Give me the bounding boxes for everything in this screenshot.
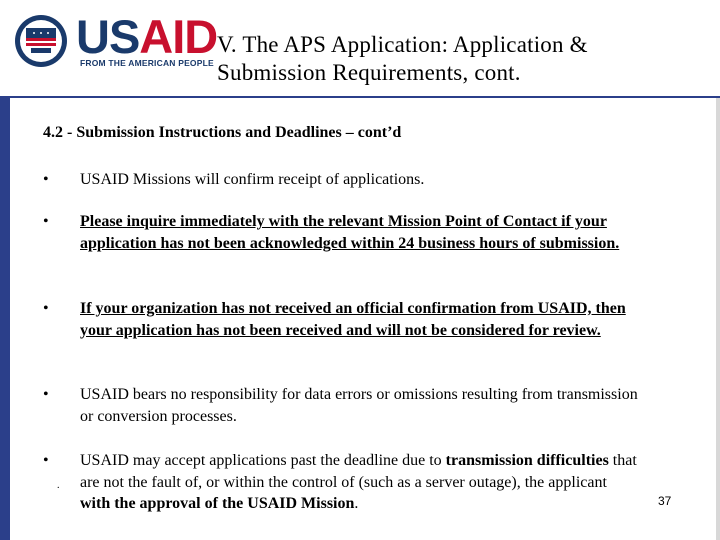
bullet-text-5 xyxy=(80,450,640,515)
slide-title xyxy=(217,31,707,87)
bullet-marker: • xyxy=(43,171,49,188)
logo-tagline: FROM THE AMERICAN PEOPLE xyxy=(80,58,214,68)
bullet-text-3: If your organization has not received an official confirmation from USAID, then your application has not been received and will not be considered for review. xyxy=(80,300,626,339)
slide-title-line-2: Submission Requirements, cont. xyxy=(217,60,521,85)
bullet-text-4: USAID bears no responsibility for data errors or omissions resulting from transmission or conversion processes. xyxy=(80,386,638,425)
bullet-marker: • xyxy=(43,213,49,230)
bullet-marker: • xyxy=(43,452,49,469)
stray-mark: . xyxy=(57,480,60,491)
bullet-marker: • xyxy=(43,300,49,317)
bullet-5-text-b: that are not the fault of, or within the control of (such as a server outage), the applicant xyxy=(80,452,637,491)
page-number: 37 xyxy=(658,494,672,508)
bullet-5-text-c: . xyxy=(354,495,359,512)
logo-aid: AID xyxy=(139,10,218,63)
top-frame-rule xyxy=(10,96,720,98)
bullet-text-1: USAID Missions will confirm receipt of applications. xyxy=(80,171,425,188)
bullet-5-text-a: USAID may accept applications past the deadline due to xyxy=(80,452,446,469)
right-frame-bar xyxy=(716,98,720,540)
bullet-5-emphasis-transmission: transmission difficulties xyxy=(445,452,609,469)
slide-title-line-1: V. The APS Application: Application & xyxy=(217,32,588,57)
usaid-seal-icon xyxy=(14,14,68,68)
left-frame-bar xyxy=(0,96,10,540)
logo-us: US xyxy=(76,10,140,63)
slide-header xyxy=(0,0,720,96)
bullet-text-2: Please inquire immediately with the relevant Mission Point of Contact if your application has not been acknowledged within 24 business hours of submission. xyxy=(80,213,620,252)
section-heading: 4.2 - Submission Instructions and Deadlines – cont’d xyxy=(43,124,402,141)
bullet-marker: • xyxy=(43,386,49,403)
bullet-5-emphasis-approval: with the approval of the USAID Mission xyxy=(80,495,355,512)
